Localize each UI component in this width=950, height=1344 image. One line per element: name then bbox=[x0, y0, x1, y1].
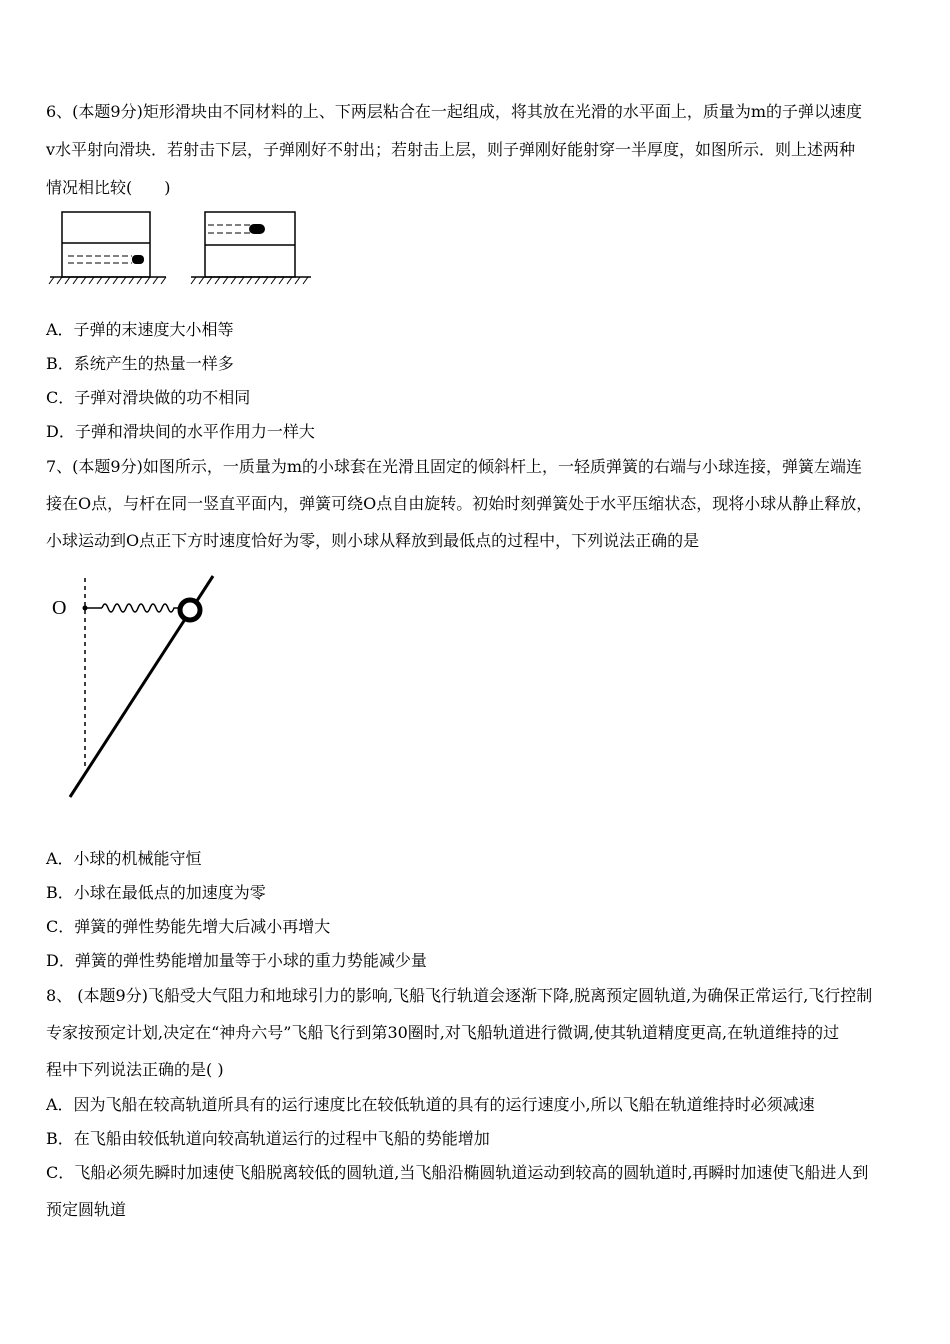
ball bbox=[180, 600, 200, 620]
q8-option-c: C．飞船必须先瞬时加速使飞船脱离较低的圆轨道,当飞船沿椭圆轨道运动到较高的圆轨道时,再瞬时加速使飞船进人到 bbox=[46, 1163, 869, 1182]
q8-option-c-continued: 预定圆轨道 bbox=[46, 1200, 127, 1219]
q8-option-b: B．在飞船由较低轨道向较高轨道运行的过程中飞船的势能增加 bbox=[46, 1129, 490, 1148]
q7-stem-line-2: 接在O点，与杆在同一竖直平面内，弹簧可绕O点自由旋转。初始时刻弹簧处于水平压缩状态，现将小球从静止释放， bbox=[46, 494, 873, 513]
q7-stem-line-1: 7、(本题9分)如图所示，一质量为m的小球套在光滑且固定的倾斜杆上，一轻质弹簧的右端与小球连接，弹簧左端连 bbox=[46, 457, 863, 476]
block-shot-upper bbox=[205, 212, 295, 277]
q6-option-c: C．子弹对滑块做的功不相同 bbox=[46, 388, 251, 407]
q8-option-a: A．因为飞船在较高轨道所具有的运行速度比在较低轨道的具有的运行速度小,所以飞船在轨道维持时必须减速 bbox=[46, 1095, 815, 1114]
q6-stem-line-3: 情况相比较( ) bbox=[46, 178, 171, 197]
q8-stem-line-1: 8、 (本题9分)飞船受大气阻力和地球引力的影响,飞船飞行轨道会逐渐下降,脱离预定圆轨道,为确保正常运行,飞行控制 bbox=[46, 986, 873, 1005]
q8-stem-line-3: 程中下列说法正确的是( ) bbox=[46, 1060, 224, 1079]
bullet-lower bbox=[132, 255, 144, 264]
q7-option-d: D．弹簧的弹性势能增加量等于小球的重力势能减少量 bbox=[46, 951, 427, 970]
q6-blocks-figure bbox=[46, 205, 316, 287]
q6-stem-line-2: v水平射向滑块．若射击下层，子弹刚好不射出；若射击上层，则子弹刚好能射穿一半厚度，如图所示．则上述两种 bbox=[46, 140, 856, 159]
q6-option-d: D．子弹和滑块间的水平作用力一样大 bbox=[46, 422, 315, 441]
q7-option-b: B．小球在最低点的加速度为零 bbox=[46, 883, 266, 902]
q7-option-a: A．小球的机械能守恒 bbox=[46, 849, 202, 868]
q7-stem-line-3: 小球运动到O点正下方时速度恰好为零，则小球从释放到最低点的过程中，下列说法正确的是 bbox=[46, 531, 700, 550]
q6-stem-line-1: 6、(本题9分)矩形滑块由不同材料的上、下两层粘合在一起组成，将其放在光滑的水平面上，质量为m的子弹以速度 bbox=[46, 102, 863, 121]
q7-spring-ball-figure bbox=[46, 568, 226, 804]
q7-option-c: C．弹簧的弹性势能先增大后减小再增大 bbox=[46, 917, 331, 936]
spring bbox=[102, 604, 182, 612]
q6-option-b: B．系统产生的热量一样多 bbox=[46, 354, 234, 373]
block-shot-lower bbox=[62, 212, 150, 277]
point-o-label: O bbox=[52, 597, 67, 619]
q6-option-a: A．子弹的末速度大小相等 bbox=[46, 320, 234, 339]
q8-stem-line-2: 专家按预定计划,决定在“神舟六号”飞船飞行到第30圈时,对飞船轨道进行微调,使其轨道精度更高,在轨道维持的过 bbox=[46, 1023, 840, 1042]
bullet-upper bbox=[249, 224, 265, 234]
